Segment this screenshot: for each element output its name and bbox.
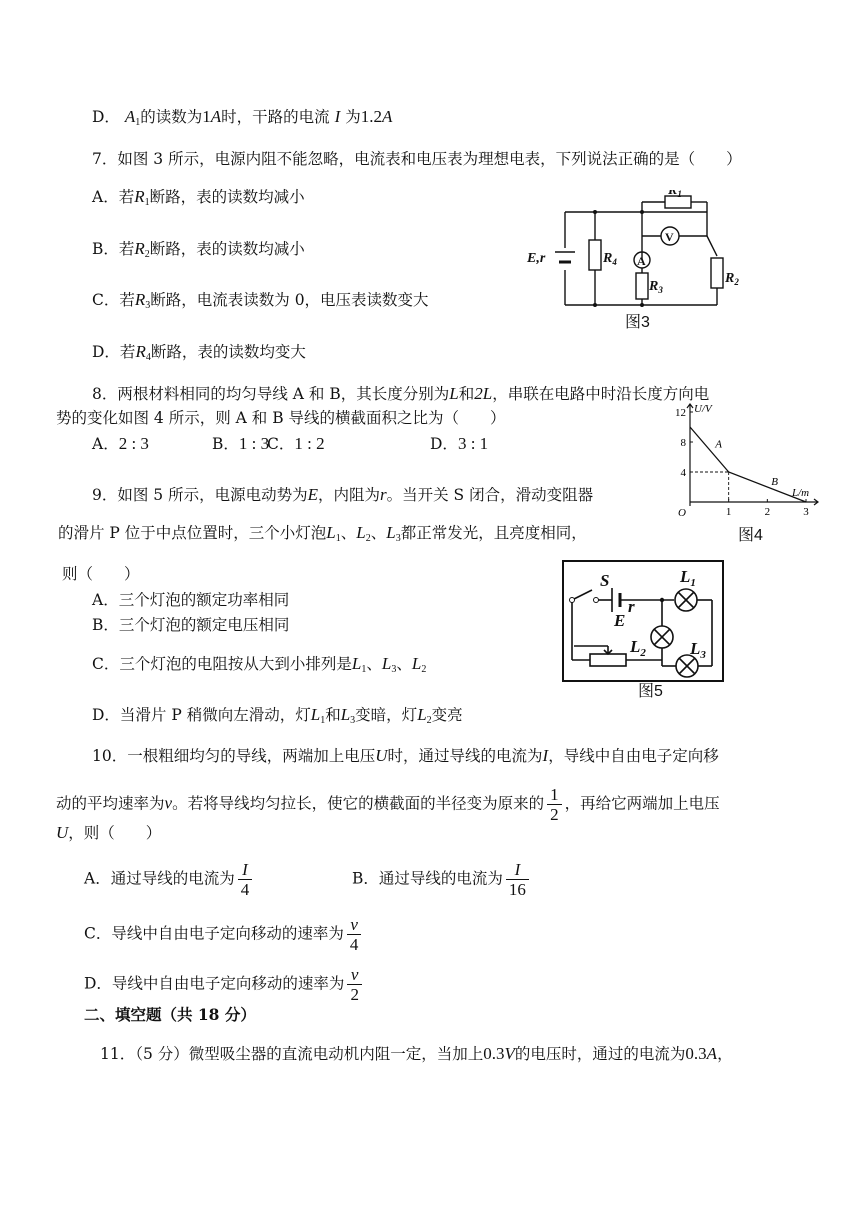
ammeter-icon: A [637, 254, 646, 268]
u-l-chart [668, 398, 828, 523]
r3-label: $R_3$ [649, 279, 663, 295]
y-tick-label: 12 [675, 407, 686, 419]
l1-label: $L_1$ [680, 567, 696, 589]
figure-4-caption: 图4 [738, 527, 763, 544]
series-label-b: B [771, 476, 778, 488]
emf-label: E [614, 611, 626, 630]
l2-label: $L_2$ [630, 637, 646, 659]
figure-3-caption: 图3 [625, 314, 650, 331]
q10-option-b: B．通过导线的电流为 $\frac{I}{16}$ [352, 860, 532, 899]
q10-option-a: A．通过导线的电流为 $\frac{I}{4}$ [84, 860, 255, 899]
q7-option-d: D．若$R_4$断路，表的读数均变大 [92, 342, 306, 363]
q8-stem-line2: 势的变化如图 4 所示，则 A 和 B 导线的横截面积之比为（ ） [56, 409, 506, 427]
x-tick-label: 3 [803, 506, 809, 518]
option-label: D． [92, 108, 120, 126]
q9-option-b: B．三个灯泡的额定电压相同 [92, 616, 290, 634]
q8-option-d: D．3 : 1 [430, 434, 489, 453]
q8-option-c: C．1 : 2 [267, 434, 325, 453]
q10-stem-line3: U，则（ ） [56, 823, 162, 842]
q9-stem-line2: 的滑片 P 位于中点位置时，三个小灯泡$L_1$、$L_2$、$L_3$都正常发光，且亮度相同， [58, 523, 587, 544]
q10-option-d: D．导线中自由电子定向移动的速率为 $\frac{v}{2}$ [84, 965, 365, 1004]
q8-option-b: B．1 : 3 [212, 434, 270, 453]
voltmeter-icon: V [665, 230, 674, 244]
figure-5-caption: 图5 [638, 683, 663, 700]
figure-4-chart [668, 398, 828, 523]
y-axis-label: U/V [694, 403, 712, 415]
l3-label: $L_3$ [690, 639, 706, 661]
q10-stem-line1: 10．一根粗细均匀的导线，两端加上电压U时，通过导线的电流为I，导线中自由电子定向移 [92, 746, 719, 765]
q9-option-a: A．三个灯泡的额定功率相同 [92, 591, 290, 609]
q10-stem-line2: 动的平均速率为v。若将导线均匀拉长，使它的横截面的半径变为原来的 $\frac{1}{2}$ ，再给它两端加上电压 [56, 785, 720, 824]
figure-5-circuit [562, 560, 732, 685]
q9-stem-line1: 9．如图 5 所示，电源电动势为E，内阻为r。当开关 S 闭合，滑动变阻器 [92, 485, 594, 504]
series-line [690, 427, 806, 502]
circuit-5-diagram [562, 560, 732, 685]
internal-r-label: r [628, 597, 635, 616]
section-2-heading: 二、填空题（共 18 分） [84, 1005, 256, 1024]
y-tick-label: 4 [680, 467, 686, 479]
origin-label: O [678, 507, 686, 519]
q9-option-c: C．三个灯泡的电阻按从大到小排列是$L_1$、$L_3$、$L_2$ [92, 654, 427, 675]
y-tick-label: 8 [680, 437, 686, 449]
ammeter-symbol: $A_1$ [124, 107, 141, 128]
q7-stem: 7．如图 3 所示，电源内阻不能忽略，电流表和电压表为理想电表，下列说法正确的是（ ） [92, 150, 742, 168]
r2-label: $R_2$ [725, 271, 739, 287]
q9-stem-line3: 则（ ） [62, 565, 140, 583]
q10-option-c: C．导线中自由电子定向移动的速率为 $\frac{v}{4}$ [84, 915, 364, 954]
half-fraction: $\frac{1}{2}$ [547, 785, 562, 824]
q7-option-a: A．若$R_1$断路，表的读数均减小 [92, 187, 305, 208]
q9-option-d: D．当滑片 P 稍微向左滑动，灯$L_1$和$L_3$变暗，灯$L_2$变亮 [92, 705, 463, 726]
q7-option-c: C．若$R_3$断路，电流表读数为 0，电压表读数变大 [92, 290, 429, 311]
q8-option-a: A．2 : 3 [92, 434, 149, 453]
switch-label: S [600, 571, 610, 590]
source-label: E,r [527, 251, 546, 266]
r4-label: $R_4$ [603, 251, 617, 267]
q7-option-b: B．若$R_2$断路，表的读数均减小 [92, 239, 305, 260]
q11-stem: 11．（5 分）微型吸尘器的直流电动机内阻一定，当加上0.3V的电压时，通过的电流为0.3A， [100, 1044, 733, 1063]
x-axis-label: L/m [792, 487, 810, 499]
series-label-a: A [715, 438, 723, 451]
x-tick-label: 1 [725, 506, 732, 518]
r1-label: $R_1$ [668, 190, 682, 199]
q6-option-d: D． $A_1$的读数为1A时，干路的电流 I 为1.2A [92, 107, 393, 128]
q8-stem-line1: 8．两根材料相同的均匀导线 A 和 B，其长度分别为L和2L，串联在电路中时沿长度方向电 [92, 384, 710, 403]
x-tick-label: 2 [764, 506, 771, 518]
